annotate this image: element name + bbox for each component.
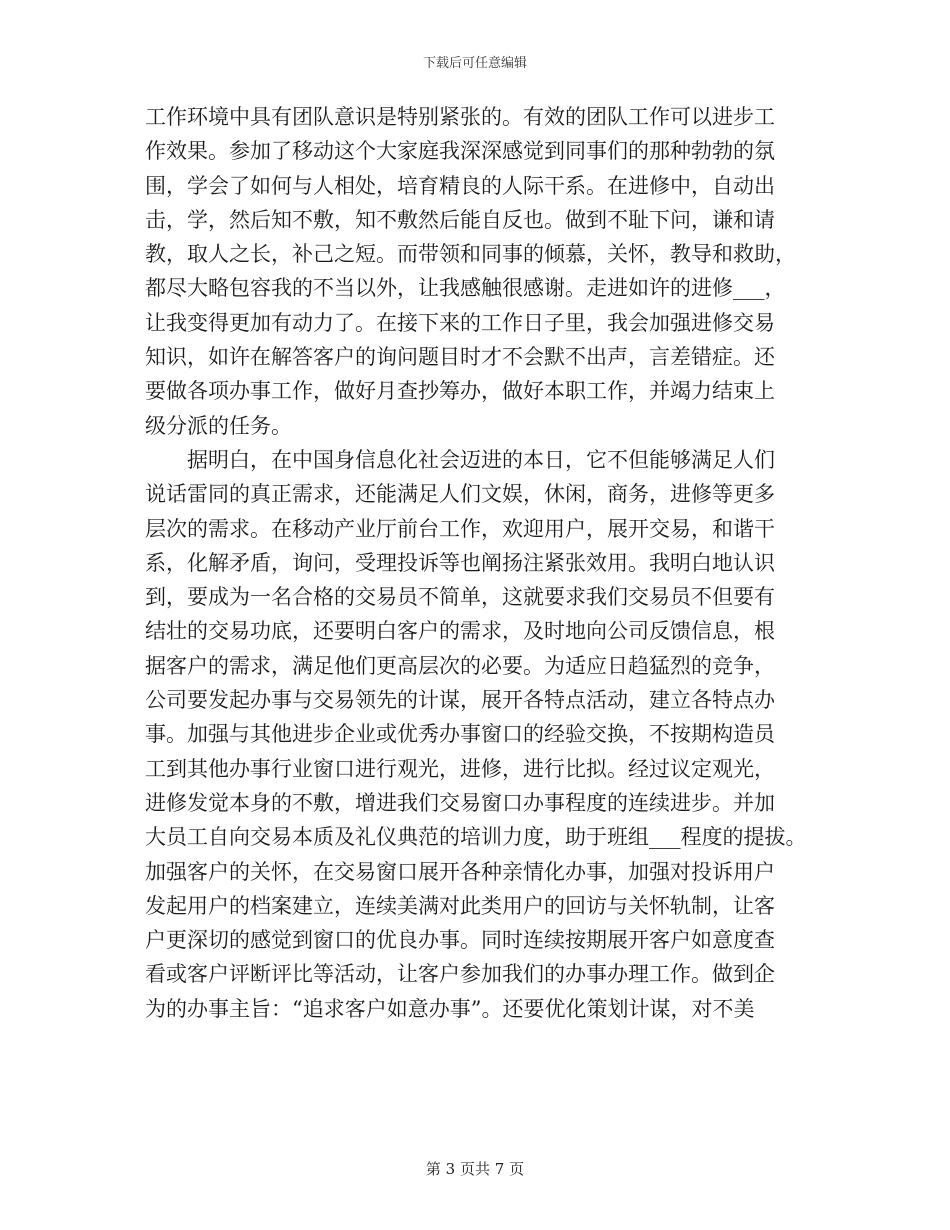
text-line: 事。加强与其他进步企业或优秀办事窗口的经验交换，不按期构造员	[145, 722, 775, 747]
text-line: 工作环境中具有团队意识是特别紧张的。有效的团队工作可以进步工	[145, 105, 775, 129]
text-line: 到，要成为一名合格的交易员不简单，这就要求我们交易员不但要有	[145, 585, 775, 610]
text-line: 户更深切的感觉到窗口的优良办事。同时连续按期展开客户如意度查	[145, 928, 775, 953]
document-body	[145, 100, 807, 1026]
text-line: 要做各项办事工作，做好月查抄筹办，做好本职工作，并竭力结束上	[145, 379, 775, 404]
text-line: 据客户的需求，满足他们更高层次的必要。为适应日趋猛烈的竞争，	[145, 653, 775, 678]
text-line: 系，化解矛盾，询问，受理投诉等也阐扬注紧张效用。我明白地认识	[145, 550, 775, 575]
text-line: 层次的需求。在移动产业厅前台工作，欢迎用户，展开交易，和谐干	[145, 516, 775, 541]
text-line: 进修发觉本身的不敷，增进我们交易窗口办事程度的连续进步。并加	[145, 790, 775, 815]
paragraph-2	[145, 443, 807, 1026]
text-line: 都尽大略包容我的不当以外，让我感触很感谢。走进如许的进修___，	[145, 276, 786, 301]
text-line: 击，学，然后知不敷，知不敷然后能自反也。做到不耻下问，谦和请	[145, 207, 775, 232]
page-number: 第 3 页共 7 页	[425, 1160, 525, 1178]
text-line: 说话雷同的真正需求，还能满足人们文娱，休闲，商务，进修等更多	[145, 482, 775, 507]
text-line: 教，取人之长，补己之短。而带领和同事的倾慕，关怀，教导和救助，	[145, 242, 796, 267]
text-line: 让我变得更加有动力了。在接下来的工作日子里，我会加强进修交易	[145, 310, 775, 335]
text-line: 围，学会了如何与人相处，培育精良的人际干系。在进修中，自动出	[145, 173, 775, 198]
text-line: 级分派的任务。	[145, 413, 292, 438]
text-line: 知识，如许在解答客户的询问题目时才不会默不出声，言差错症。还	[145, 345, 775, 370]
text-line: 看或客户评断评比等活动，让客户参加我们的办事办理工作。做到企	[145, 962, 775, 987]
text-line: 加强客户的关怀，在交易窗口展开各种亲情化办事，加强对投诉用户	[145, 859, 775, 884]
text-line: 为的办事主旨：“追求客户如意办事”。还要优化策划计谋，对不美	[145, 996, 755, 1021]
text-line: 工到其他办事行业窗口进行观光，进修，进行比拟。经过议定观光，	[145, 756, 775, 781]
text-line: 据明白，在中国身信息化社会迈进的本日，它不但能够满足人们	[187, 447, 775, 472]
text-line: 发起用户的档案建立，连续美满对此类用户的回访与关怀轨制，让客	[145, 893, 775, 918]
text-line: 大员工自向交易本质及礼仪典范的培训力度，助于班组___程度的提拔。	[145, 825, 807, 850]
paragraph-1	[145, 100, 800, 443]
text-line: 作效果。参加了移动这个大家庭我深深感觉到同事们的那种勃勃的氛	[145, 139, 775, 164]
text-line: 公司要发起办事与交易领先的计谋，展开各特点活动，建立各特点办	[145, 688, 775, 713]
text-line: 结壮的交易功底，还要明白客户的需求，及时地向公司反馈信息，根	[145, 619, 775, 644]
page-header: 下载后可任意编辑	[422, 56, 527, 71]
